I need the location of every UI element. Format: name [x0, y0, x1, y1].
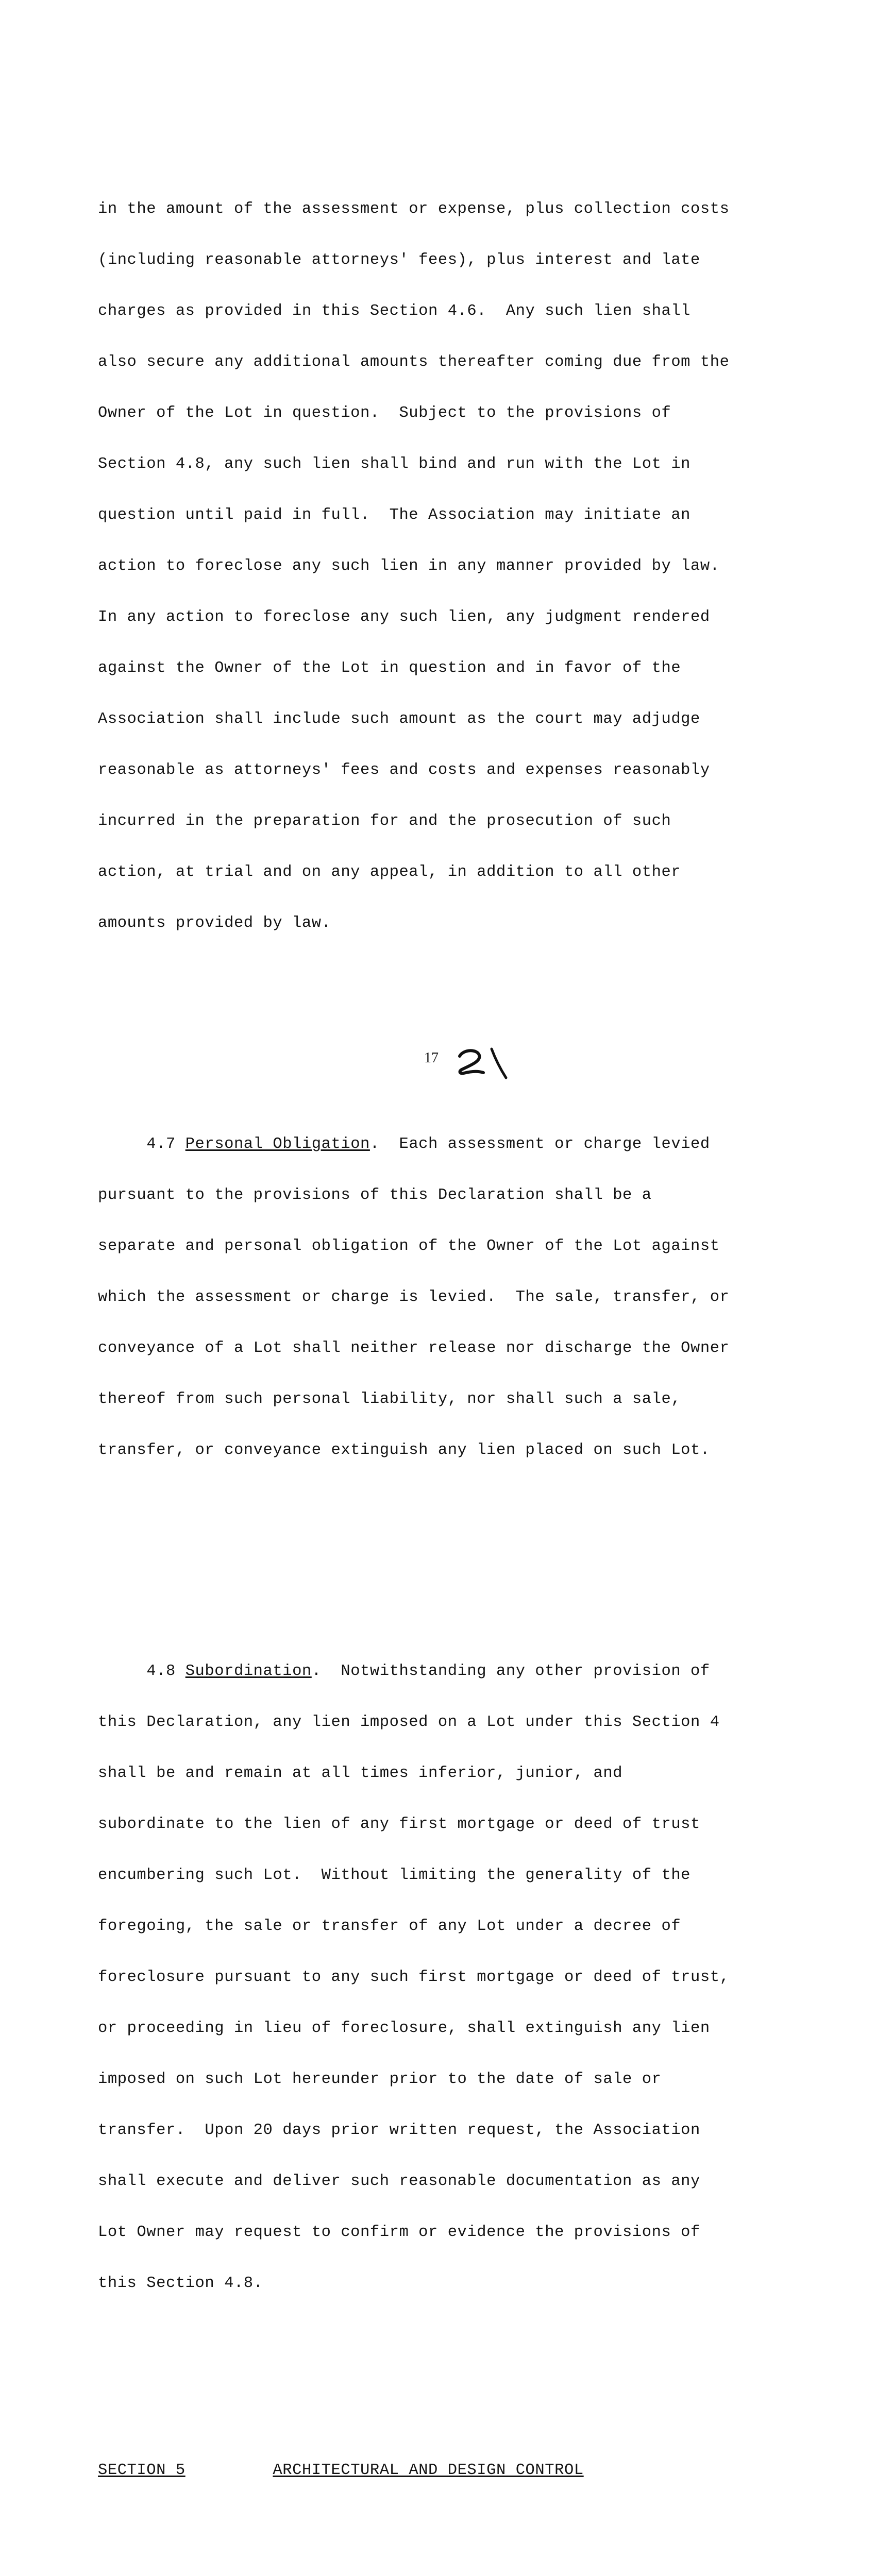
section-text: . Each assessment or charge levied	[369, 1136, 710, 1153]
text-line: shall be and remain at all times inferior, junior, and	[98, 1765, 623, 1782]
text-line: this Section 4.8.	[98, 2275, 263, 2292]
text-line: encumbering such Lot. Without limiting the generality of the	[98, 1867, 691, 1884]
text-line: against the Owner of the Lot in question and in favor of the	[98, 659, 681, 677]
text-line: pursuant to the provisions of this Declaration shall be a	[98, 1187, 652, 1204]
text-line: thereof from such personal liability, nor shall such a sale,	[98, 1391, 681, 1408]
text-line: or proceeding in lieu of foreclosure, shall extinguish any lien	[98, 2020, 710, 2037]
paragraph-section-4-8	[98, 1629, 794, 2326]
text-line: Lot Owner may request to confirm or evidence the provisions of	[98, 2224, 700, 2241]
indent	[98, 1136, 146, 1153]
paragraph-gap	[98, 2530, 794, 2547]
text-line: subordinate to the lien of any first mortgage or deed of trust	[98, 1816, 700, 1833]
section-text: . Notwithstanding any other provision of	[311, 1663, 710, 1680]
paragraph-gap	[98, 1544, 794, 1561]
text-line: separate and personal obligation of the Owner of the Lot against	[98, 1238, 720, 1255]
handwritten-page-number	[457, 1046, 518, 1082]
text-line: Association shall include such amount as the court may adjudge	[98, 710, 700, 728]
section-heading-title: ARCHITECTURAL AND DESIGN CONTROL	[273, 2462, 584, 2479]
document-body	[98, 99, 794, 2576]
text-line: this Declaration, any lien imposed on a Lot under this Section 4	[98, 1714, 720, 1731]
section-4-8-first-line	[98, 1663, 794, 1680]
section-title: Subordination	[185, 1663, 312, 1680]
text-line: conveyance of a Lot shall neither release nor discharge the Owner	[98, 1340, 730, 1357]
text-line: action, at trial and on any appeal, in addition to all other	[98, 863, 681, 881]
heading-spacer	[186, 2462, 273, 2479]
text-line: in the amount of the assessment or expense, plus collection costs	[98, 200, 730, 218]
indent	[98, 1663, 146, 1680]
text-line: Owner of the Lot in question. Subject to the provisions of	[98, 404, 671, 422]
paragraph-gap	[98, 2377, 794, 2394]
text-line: incurred in the preparation for and the prosecution of such	[98, 812, 671, 830]
text-line: Section 4.8, any such lien shall bind and run with the Lot in	[98, 455, 691, 473]
text-line: transfer. Upon 20 days prior written request, the Association	[98, 2122, 700, 2139]
text-line: also secure any additional amounts thereafter coming due from the	[98, 353, 730, 371]
paragraph-section-4-6-continuation	[98, 167, 794, 966]
text-line: which the assessment or charge is levied. The sale, transfer, or	[98, 1289, 730, 1306]
text-line: imposed on such Lot hereunder prior to the date of sale or	[98, 2071, 662, 2088]
section-5-heading	[98, 2462, 794, 2479]
section-number: 4.8	[146, 1663, 186, 1680]
section-4-7-first-line	[98, 1136, 794, 1153]
text-line: (including reasonable attorneys' fees), plus interest and late	[98, 251, 700, 269]
text-line: action to foreclose any such lien in any manner provided by law.	[98, 557, 720, 575]
paragraph-gap	[98, 1017, 794, 1034]
text-line: reasonable as attorneys' fees and costs and expenses reasonably	[98, 761, 710, 779]
text-line: amounts provided by law.	[98, 914, 331, 932]
text-line: In any action to foreclose any such lien, any judgment rendered	[98, 608, 710, 626]
text-line: shall execute and deliver such reasonable documentation as any	[98, 2173, 700, 2190]
section-number: 4.7	[146, 1136, 186, 1153]
text-line: charges as provided in this Section 4.6. Any such lien shall	[98, 302, 691, 320]
section-label: SECTION 5	[98, 2462, 186, 2479]
section-title: Personal Obligation	[185, 1136, 370, 1153]
text-line: transfer, or conveyance extinguish any lien placed on such Lot.	[98, 1442, 710, 1459]
page-number: 17	[424, 1050, 439, 1066]
paragraph-section-4-7	[98, 1102, 794, 1493]
text-line: question until paid in full. The Association may initiate an	[98, 506, 691, 524]
text-line: foregoing, the sale or transfer of any Lot under a decree of	[98, 1918, 681, 1935]
text-line: foreclosure pursuant to any such first mortgage or deed of trust,	[98, 1969, 730, 1986]
